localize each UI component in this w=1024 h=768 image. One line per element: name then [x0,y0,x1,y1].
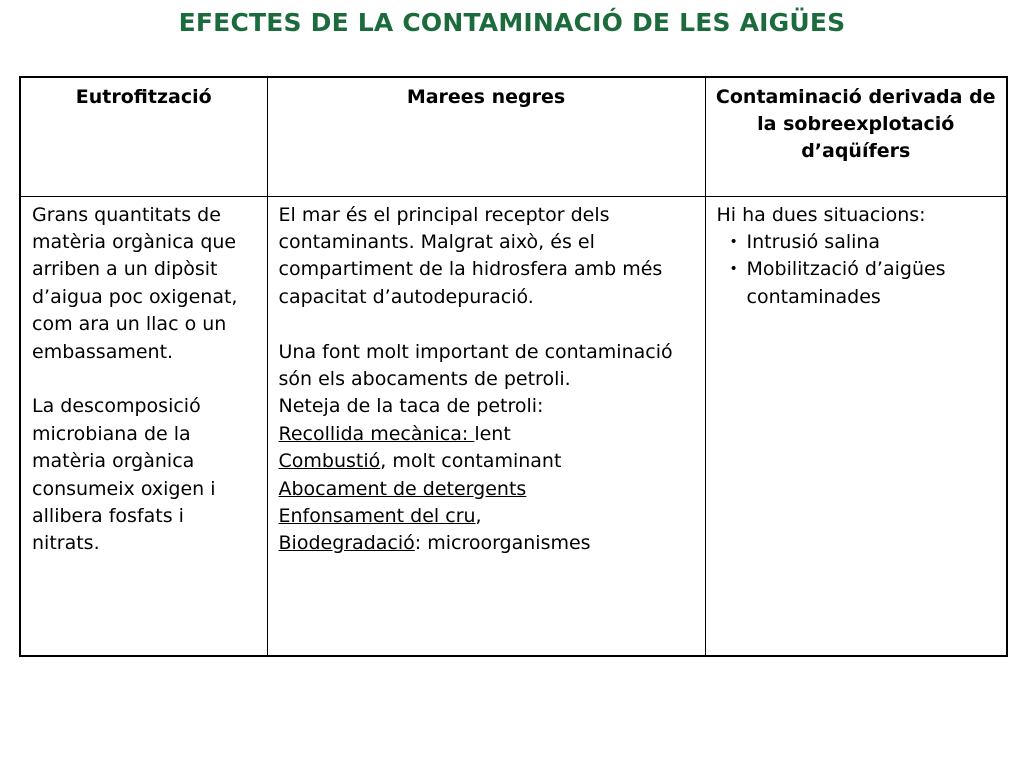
marees-neteja-heading: Neteja de la taca de petroli: [278,395,544,418]
marees-receptor: El mar és el principal receptor dels contaminants. Malgrat això, és el compartiment de la hidrosfera amb més capacitat d’autodepuració. [278,203,663,308]
table-header-row [20,77,1007,196]
list-item-text: Intrusió salina [746,230,881,253]
method-item [279,503,695,530]
method-detail: : microorganismes [414,532,591,555]
page-title: EFECTES DE LA CONTAMINACIÓ DE LES AIGÜES [178,8,846,37]
cell-eutrofitzacio [20,196,267,656]
table-row [20,196,1007,656]
marees-petroli: Una font molt important de contaminació són els abocaments de petroli. [278,340,673,390]
method-detail: , molt contaminant [380,450,562,473]
method-item [279,476,695,503]
method-item [279,421,695,448]
bullet-icon: • [729,261,738,278]
effects-table [19,76,1008,657]
eutrofitzacio-definition: Grans quantitats de matèria orgànica que arriben a un dipòsit d’aigua poc oxigenat, com ara un llac o un embassament. [32,203,238,363]
list-item [717,256,997,311]
method-item [279,448,695,475]
cell-marees-negres [267,196,705,656]
method-item [279,530,695,557]
header-aquifers: Contaminació derivada de la sobreexplotació d’aqüífers [705,77,1007,196]
header-marees-negres: Marees negres [267,77,705,196]
method-term: Combustió [278,450,381,473]
cell-aquifers [705,196,1007,656]
aquifers-intro: Hi ha dues situacions: [716,203,926,226]
method-term: Recollida mecànica: [278,422,475,445]
method-term: Biodegradació [278,532,415,555]
bullet-icon: • [729,233,738,250]
method-detail: , [475,504,482,527]
eutrofitzacio-process: La descomposició microbiana de la matèria orgànica consumeix oxigen i allibera fosfats i nitrats. [32,395,216,555]
header-eutrofitzacio: Eutrofització [20,77,267,196]
method-detail: lent [474,422,511,445]
method-term: Enfonsament del cru [278,504,476,527]
list-item-text: Mobilització d’aigües contaminades [746,258,946,308]
aquifers-list [717,229,997,311]
list-item [717,229,997,256]
method-term: Abocament de detergents [278,477,527,500]
